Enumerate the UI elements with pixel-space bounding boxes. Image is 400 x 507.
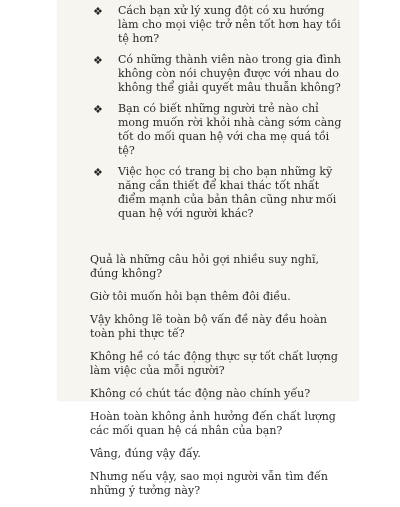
body-text: [90, 253, 345, 507]
paragraph: Vậy không lẽ toàn bộ vấn đề này đều hoàn toàn phi thực tế?: [90, 313, 328, 340]
question-list: [90, 4, 345, 228]
diamond-icon: ❖: [93, 103, 103, 116]
paragraph: Quả là những câu hỏi gợi nhiều suy nghĩ, đúng không?: [90, 253, 320, 280]
bullet-text: Có những thành viên nào trong gia đình không còn nói chuyện được với nhau do không thể giải quyết mâu thuẫn không?: [118, 53, 341, 94]
bullet-text: Cách bạn xử lý xung đột có xu hướng làm cho mọi việc trở nên tốt hơn hay tồi tệ hơn?: [118, 4, 341, 45]
paragraph: Vâng, đúng vậy đấy.: [90, 447, 201, 460]
paragraph: Không hề có tác động thực sự tốt chất lượng làm việc của mỗi người?: [90, 350, 338, 377]
paragraph: Không có chút tác động nào chính yếu?: [90, 387, 311, 400]
paragraph: Hoàn toàn không ảnh hưởng đến chất lượng các mối quan hệ cá nhân của bạn?: [90, 410, 336, 437]
diamond-icon: ❖: [93, 54, 103, 67]
paragraph: Nhưng nếu vậy, sao mọi người vẫn tìm đến những ý tưởng này?: [90, 470, 328, 497]
diamond-icon: ❖: [93, 166, 103, 179]
list-item: [90, 4, 345, 46]
paragraph: Giờ tôi muốn hỏi bạn thêm đôi điều.: [90, 290, 291, 303]
bullet-text: Bạn có biết những người trẻ nào chỉ mong muốn rời khỏi nhà càng sớm càng tốt do mối quan hệ với cha mẹ quá tồi tệ?: [118, 102, 342, 157]
list-item: [90, 165, 345, 221]
book-page: [58, 0, 358, 497]
diamond-icon: ❖: [93, 5, 103, 18]
bullet-text: Việc học có trang bị cho bạn những kỹ năng cần thiết để khai thác tốt nhất điểm mạnh của bản thân cũng như mối quan hệ với người khác?: [118, 165, 337, 220]
list-item: [90, 53, 345, 95]
list-item: [90, 102, 345, 158]
